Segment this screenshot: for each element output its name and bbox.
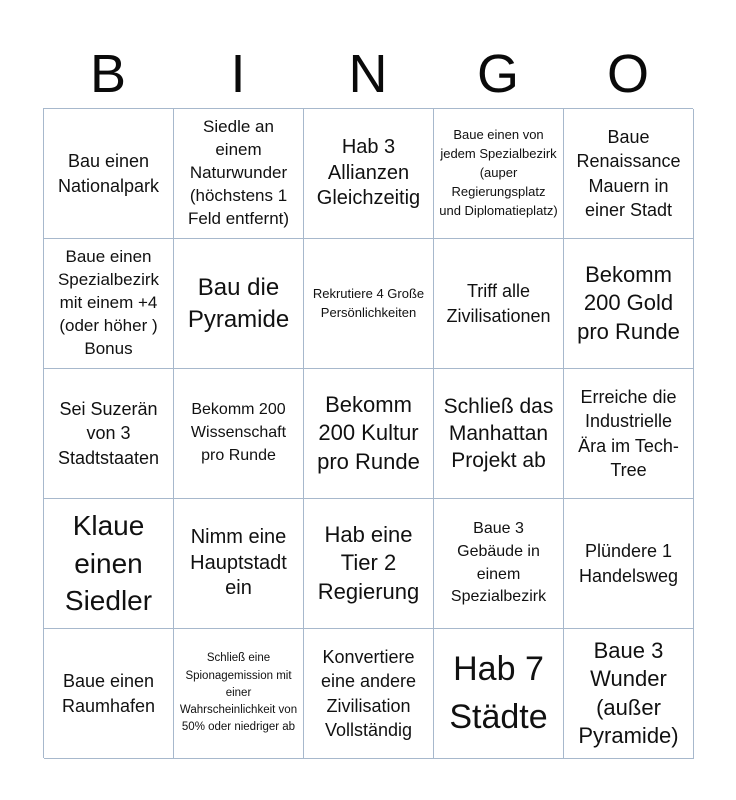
bingo-cell[interactable] <box>434 369 564 499</box>
bingo-board <box>43 108 693 758</box>
bingo-cell[interactable] <box>174 239 304 369</box>
cell-text: Baue 3 Wunder (außer Pyramide) <box>578 638 679 748</box>
bingo-cell[interactable] <box>304 629 434 759</box>
bingo-cell[interactable] <box>434 239 564 369</box>
cell-text: Bekomm 200 Kultur pro Runde <box>317 392 420 474</box>
bingo-cell[interactable] <box>304 369 434 499</box>
bingo-cell[interactable] <box>44 369 174 499</box>
cell-text: Hab 3 Allianzen Gleichzeitig <box>316 136 421 210</box>
bingo-cell[interactable] <box>564 499 694 629</box>
cell-text: Bau die Pyramide <box>187 274 290 333</box>
cell-text: Schließ eine Spionagemission mit einer Wahrscheinlichkeit von 50% oder niedriger ab <box>179 652 298 734</box>
bingo-cell[interactable] <box>44 239 174 369</box>
cell-text: Bau einen Nationalpark <box>57 151 160 196</box>
bingo-cell[interactable] <box>564 629 694 759</box>
cell-text: Bekomm 200 Wissenschaft pro Runde <box>190 401 287 464</box>
header-letter-i: I <box>230 44 246 104</box>
cell-text: Rekrutiere 4 Große Persönlichkeiten <box>312 285 425 320</box>
bingo-cell[interactable] <box>434 499 564 629</box>
bingo-cell[interactable] <box>564 239 694 369</box>
cell-text: Bekomm 200 Gold pro Runde <box>577 262 680 344</box>
cell-text: Hab 7 Städte <box>449 649 548 736</box>
cell-text: Konvertiere eine andere Zivilisation Vollständig <box>320 646 417 740</box>
bingo-cell[interactable] <box>174 629 304 759</box>
cell-text: Baue einen Raumhafen <box>61 671 156 716</box>
bingo-cell[interactable] <box>174 499 304 629</box>
bingo-cell[interactable] <box>564 369 694 499</box>
cell-text: Sei Suzerän von 3 Stadtstaaten <box>57 399 160 468</box>
bingo-cell[interactable] <box>44 499 174 629</box>
bingo-cell[interactable] <box>174 109 304 239</box>
cell-text: Erreiche die Industrielle Ära im Tech-Tree <box>578 386 679 480</box>
cell-text: Triff alle Zivilisationen <box>446 281 551 326</box>
header-letter-n: N <box>348 44 388 104</box>
header-letter-b: B <box>89 44 127 104</box>
cell-text: Plündere 1 Handelsweg <box>578 541 679 586</box>
bingo-cell[interactable] <box>434 629 564 759</box>
bingo-cell[interactable] <box>304 109 434 239</box>
header-letter-g: G <box>476 44 519 104</box>
bingo-cell[interactable] <box>564 109 694 239</box>
cell-text: Siedle an einem Naturwunder (höchstens 1 Feld entfernt) <box>187 117 290 228</box>
bingo-cell[interactable] <box>174 369 304 499</box>
bingo-cell[interactable] <box>434 109 564 239</box>
cell-text: Klaue einen Siedler <box>64 509 153 617</box>
cell-text: Nimm eine Hauptstadt ein <box>190 526 287 600</box>
cell-text: Baue einen Spezialbezirk mit einem +4 (oder höher ) Bonus <box>57 247 160 358</box>
cell-text: Baue einen von jedem Spezialbezirk (auper Regierungsplatz und Diplomatieplatz) <box>439 127 558 218</box>
bingo-cell[interactable] <box>44 629 174 759</box>
header-letter-o: O <box>606 44 649 104</box>
bingo-cell[interactable] <box>304 239 434 369</box>
cell-text: Baue Renaissance Mauern in einer Stadt <box>576 126 681 220</box>
cell-text: Baue 3 Gebäude in einem Spezialbezirk <box>450 520 547 606</box>
bingo-header <box>43 40 693 108</box>
bingo-cell[interactable] <box>44 109 174 239</box>
bingo-cell[interactable] <box>304 499 434 629</box>
cell-text: Hab eine Tier 2 Regierung <box>317 522 420 604</box>
cell-text: Schließ das Manhattan Projekt ab <box>443 394 554 473</box>
